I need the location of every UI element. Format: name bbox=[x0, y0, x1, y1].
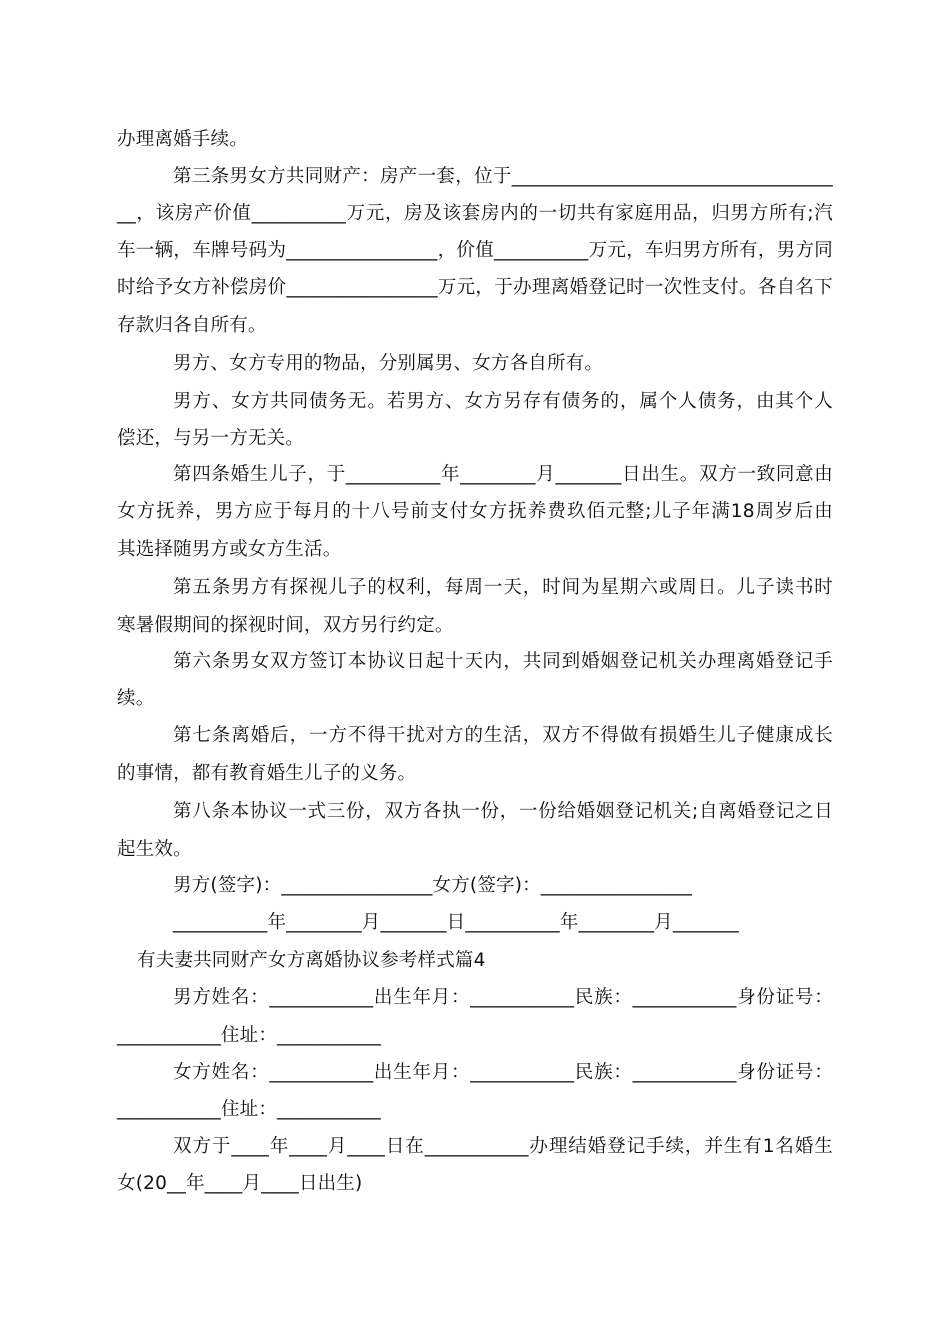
text-line: 其选择随男方或女方生活。 bbox=[117, 539, 342, 560]
text-line: 时给予女方补偿房价________________万元，于办理离婚登记时一次性支付。各自名下 bbox=[117, 277, 833, 298]
section-heading: 有夫妻共同财产女方离婚协议参考样式篇4 bbox=[137, 950, 486, 971]
text-line: 男方、女方共同债务无。若男方、女方另存有债务的，属个人债务，由其个人 bbox=[173, 391, 833, 412]
date-line: __________年________月_______日__________年________月_______ bbox=[173, 912, 740, 933]
text-line: 男方、女方专用的物品，分别属男、女方各自所有。 bbox=[173, 353, 604, 374]
text-line: 第四条婚生儿子，于__________年________月_______日出生。双方一致同意由 bbox=[173, 464, 833, 485]
text-line: 女(20__年____月____日出生) bbox=[117, 1173, 363, 1194]
text-line: 女方姓名：___________出生年月：___________民族：___________身份证号： bbox=[173, 1062, 833, 1083]
text-line: 偿还，与另一方无关。 bbox=[117, 428, 305, 449]
text-line: 第八条本协议一式三份，双方各执一份，一份给婚姻登记机关;自离婚登记之日 bbox=[173, 801, 833, 822]
text-line: 第三条男女方共同财产：房产一套，位于__________________________________ bbox=[173, 166, 833, 187]
text-line: 存款归各自所有。 bbox=[117, 315, 267, 336]
text-line: 第七条离婚后，一方不得干扰对方的生活，双方不得做有损婚生儿子健康成长 bbox=[173, 725, 833, 746]
text-line: 女方抚养，男方应于每月的十八号前支付女方抚养费玖佰元整;儿子年满18周岁后由 bbox=[117, 501, 833, 522]
text-line: ___________住址：___________ bbox=[117, 1099, 382, 1120]
text-line: 的事情，都有教育婚生儿子的义务。 bbox=[117, 763, 417, 784]
signature-line: 男方(签字)：________________女方(签字)：________________ bbox=[173, 875, 693, 896]
text-line: 第六条男女双方签订本协议日起十天内，共同到婚姻登记机关办理离婚登记手 bbox=[173, 651, 833, 672]
text-line: 双方于____年____月____日在___________办理结婚登记手续，并生有1名婚生 bbox=[173, 1136, 833, 1157]
text-line: 续。 bbox=[117, 688, 155, 709]
text-line: 办理离婚手续。 bbox=[117, 129, 248, 150]
text-line: 车一辆，车牌号码为________________，价值__________万元，车归男方所有，男方同 bbox=[117, 240, 833, 261]
text-line: 起生效。 bbox=[117, 839, 192, 860]
text-line: ___________住址：___________ bbox=[117, 1025, 382, 1046]
text-line: 第五条男方有探视儿子的权利，每周一天，时间为星期六或周日。儿子读书时 bbox=[173, 577, 833, 598]
text-line: 男方姓名：___________出生年月：___________民族：___________身份证号： bbox=[173, 987, 833, 1008]
text-line: __，该房产价值__________万元，房及该套房内的一切共有家庭用品，归男方所有;汽 bbox=[117, 203, 833, 224]
text-line: 寒暑假期间的探视时间，双方另行约定。 bbox=[117, 615, 454, 636]
